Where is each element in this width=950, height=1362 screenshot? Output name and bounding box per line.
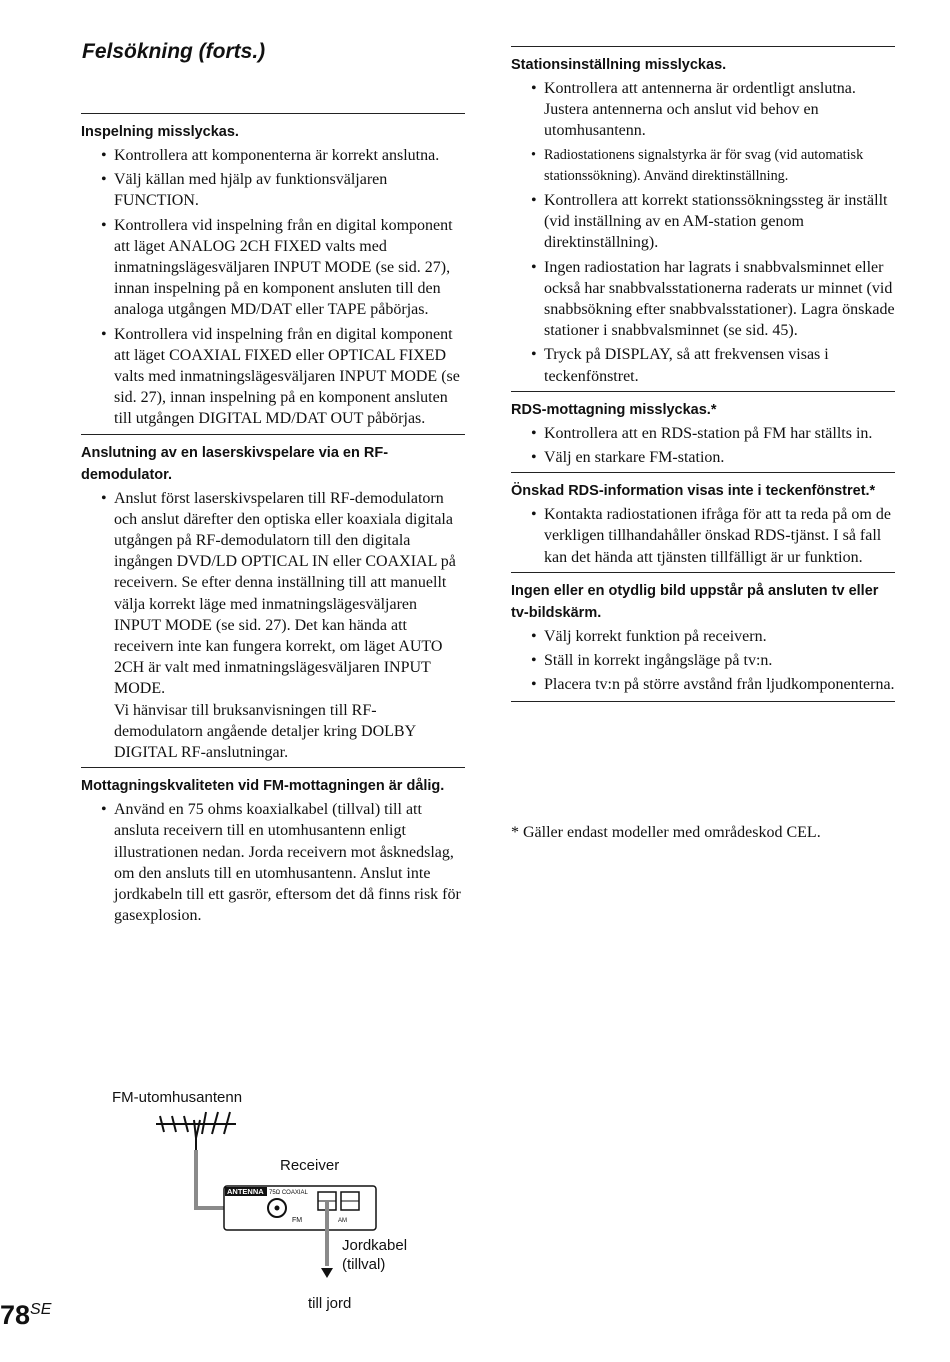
- list-item: • Radiostationens signalstyrka är för svag (vid automatisk stationssökning). Använd direktinställning.: [511, 145, 895, 187]
- list-item: • Välj korrekt funktion på receivern.: [511, 626, 895, 647]
- list-item: • Tryck på DISPLAY, så att frekvensen visas i teckenfönstret.: [511, 344, 895, 386]
- section-laserdisc: [81, 434, 465, 764]
- section-rds-info: [511, 472, 895, 568]
- footnote: * Gäller endast modeller med områdeskod CEL.: [511, 824, 821, 841]
- section-heading: Inspelning misslyckas.: [81, 124, 239, 140]
- section-rds-reception: [511, 391, 895, 468]
- extra-paragraph: Vi hänvisar till bruksanvisningen till RF-demodulatorn angående detaljer kring DOLBY DIGITAL RF-anslutningar.: [114, 701, 416, 762]
- antenna-icon: [156, 1112, 236, 1150]
- bullet-list: [81, 145, 465, 430]
- bullet-list: [81, 799, 465, 926]
- list-item: • Ställ in korrekt ingångsläge på tv:n.: [511, 650, 895, 671]
- bullet-list: [511, 626, 895, 696]
- list-item: • Anslut först laserskivspelaren till RF-demodulatorn och anslut därefter den optiska eller koaxiala digitala utgången på RF-demodulatorn till den digitala ingången DVD/LD OPTICAL IN eller COAXIAL på receivern. Se efter denna inställning till att manuellt välja korrekt läge med inmatningslägesväljaren INPUT MODE (se sid. 27). Det kan hända att receivern inte kan fungera korrekt, om läget AUTO 2CH är valt med inmatningslägesväljaren INPUT MODE.: [81, 488, 465, 700]
- antenna-badge-text: ANTENNA: [227, 1187, 264, 1196]
- list-item: • Använd en 75 ohms koaxialkabel (tillval) till att ansluta receivern till en utomhusantenn enligt illustrationen nedan. Jorda receivern mot åsknedslag, om den ansluts till en utomhusantenn. Anslut inte jordkabeln till ett gasrör, eftersom det då finns risk för gasexplosion.: [81, 799, 465, 926]
- list-item: • Ingen radiostation har lagrats i snabbvalsminnet eller också har snabbvalsstationerna raderats ur minnet (vid snabbsökning efter snabbvalsstationer). Lagra önskade stationer i snabbvalsminnet (se sid. 45).: [511, 257, 895, 342]
- section-heading: Ingen eller en otydlig bild uppstår på ansluten tv eller tv-bildskärm.: [511, 582, 879, 621]
- section-end-rule: [511, 701, 895, 702]
- receiver-label: Receiver: [280, 1157, 340, 1174]
- section-heading: Mottagningskvaliteten vid FM-mottagningen är dålig.: [81, 778, 445, 795]
- fm-label-text: FM: [292, 1217, 303, 1224]
- list-item: • Kontrollera vid inspelning från en digital komponent att läget ANALOG 2CH FIXED valts med inmatningslägesväljaren INPUT MODE (se sid. 27), innan inspelning på en komponent ansluten till den analoga utgången MD/DAT eller TAPE påbörjas.: [81, 215, 465, 321]
- list-item: • Kontrollera att en RDS-station på FM har ställts in.: [511, 423, 895, 444]
- page-number: $78^{SE}$: [0, 1300, 52, 1330]
- section-tv-picture: [511, 572, 895, 696]
- section-heading: Stationsinställning misslyckas.: [511, 57, 727, 73]
- section-heading: RDS-mottagning misslyckas.*: [511, 401, 717, 418]
- right-column: [511, 46, 895, 702]
- antenna-wiring-svg: [90, 1080, 450, 1320]
- list-item: • Kontakta radiostationen ifråga för att ta reda på om de verkligen tillhandahåller önskad RDS-tjänst. I så fall kan det hända att tjänsten tillfälligt är ur funktion.: [511, 504, 895, 568]
- section-heading: Önskad RDS-information visas inte i teckenfönstret.*: [511, 483, 876, 500]
- bullet-list: [81, 488, 465, 700]
- coaxial-label-text: 75Ω COAXIAL: [269, 1190, 308, 1196]
- list-item: • Välj en starkare FM-station.: [511, 447, 895, 468]
- antenna-label: FM-utomhusantenn: [112, 1089, 243, 1106]
- list-item: • Placera tv:n på större avstånd från ljudkomponenterna.: [511, 674, 895, 695]
- list-item: • Kontrollera att antennerna är ordentligt anslutna. Justera antennerna och anslut vid behov en utomhusantenn.: [511, 78, 895, 142]
- ground-wire-label: Jordkabel (tillval): [342, 1237, 408, 1273]
- ground-label: till jord: [308, 1295, 352, 1312]
- am-label-text: AM: [338, 1218, 347, 1224]
- list-item: • Välj källan med hjälp av funktionsväljaren FUNCTION.: [81, 169, 465, 211]
- section-fm-quality: [81, 767, 465, 926]
- list-item: • Kontrollera att komponenterna är korrekt anslutna.: [81, 145, 465, 166]
- bullet-list: [511, 423, 895, 468]
- list-item: • Kontrollera att korrekt stationssökningssteg är inställt (vid inställning av en AM-station genom direktinställning).: [511, 190, 895, 254]
- section-tuning: [511, 46, 895, 387]
- section-heading: Anslutning av en laserskivspelare via en RF-demodulator.: [81, 444, 389, 483]
- antenna-diagram: [90, 1080, 450, 1320]
- left-column: [81, 113, 465, 930]
- list-item: • Kontrollera vid inspelning från en digital komponent att läget COAXIAL FIXED eller OPTICAL FIXED valts med inmatningslägesväljaren INPUT MODE (se sid. 27), innan inspelning på en komponent ansluten till utgången DIGITAL MD/DAT OUT påbörjas.: [81, 324, 465, 430]
- arrow-down-icon: [321, 1268, 333, 1278]
- section-recording: [81, 113, 465, 430]
- page-title: Felsökning (forts.): [82, 40, 266, 63]
- receiver-terminal-icon: [224, 1186, 376, 1230]
- bullet-list: [511, 78, 895, 387]
- bullet-list: [511, 504, 895, 568]
